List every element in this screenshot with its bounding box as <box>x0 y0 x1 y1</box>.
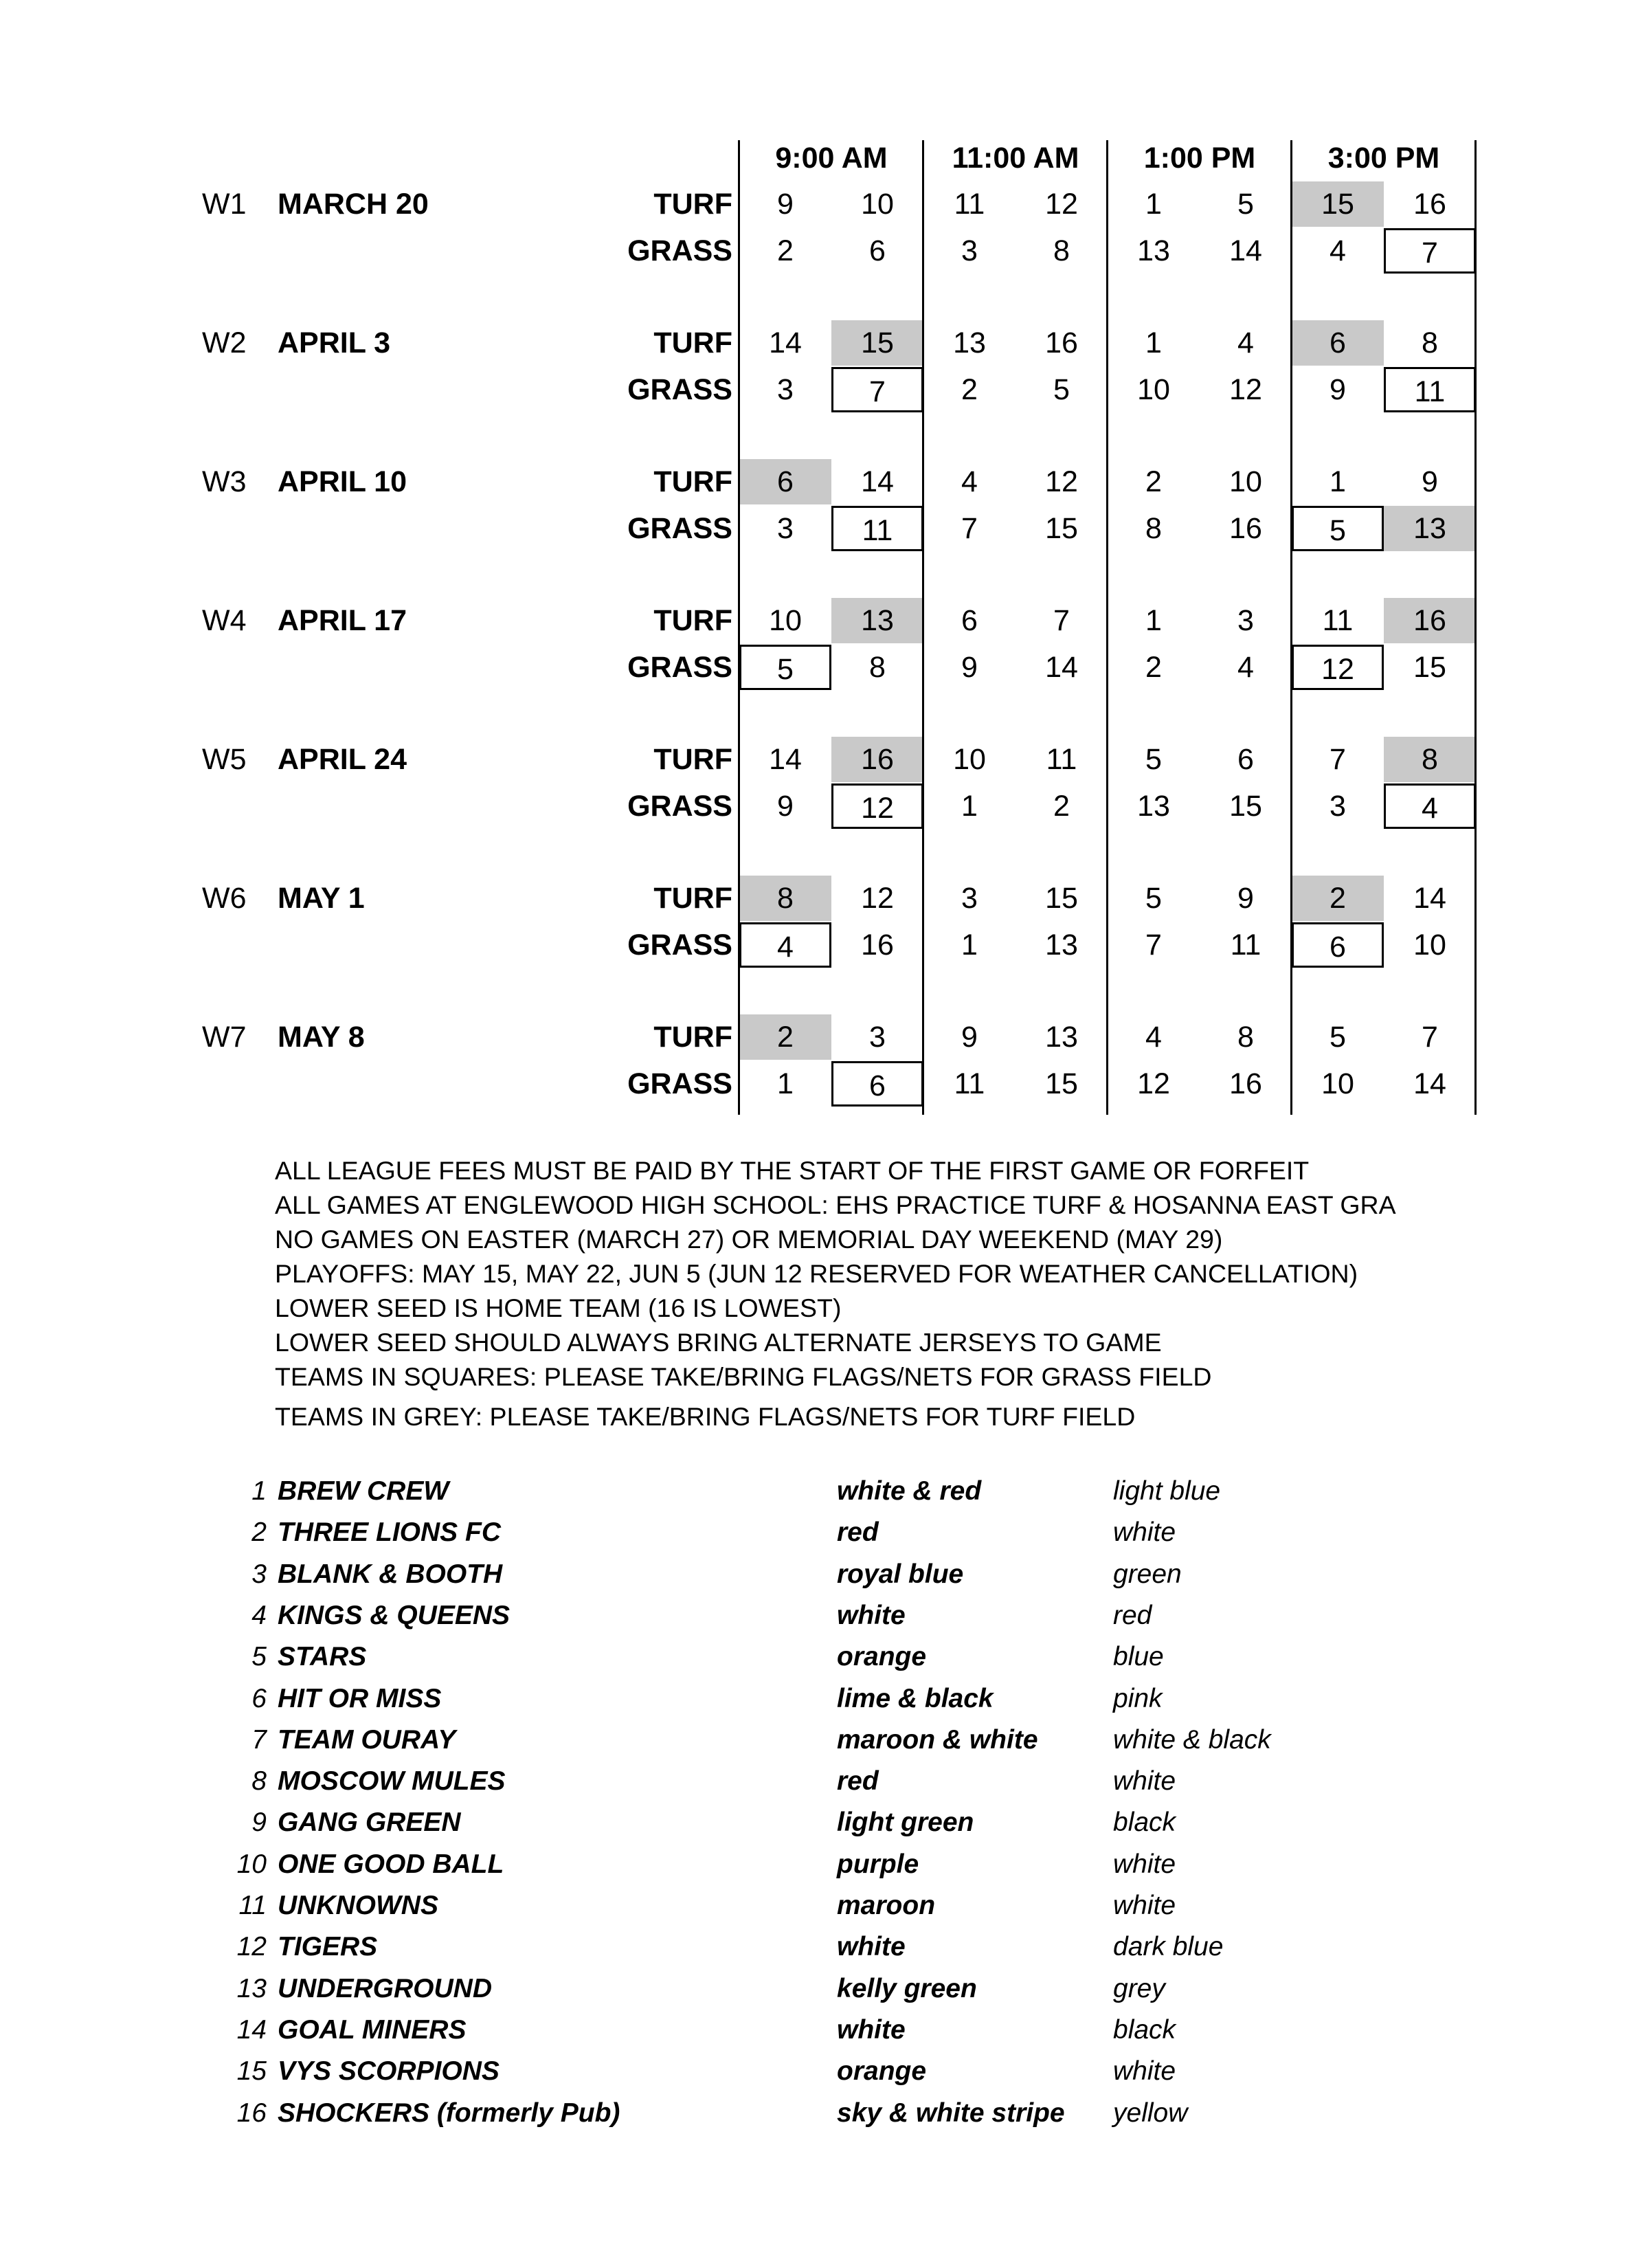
team-number-cell: 14 <box>1413 882 1446 915</box>
team-name: GOAL MINERS <box>278 2014 467 2045</box>
team-number-cell: 4 <box>1237 326 1254 359</box>
team-number-cell: 10 <box>861 188 894 221</box>
week-label: W3 <box>202 465 247 498</box>
team-number-cell: 6 <box>739 459 831 504</box>
home-jersey-color: red <box>837 1766 879 1797</box>
home-jersey-color: white & red <box>837 1476 982 1506</box>
team-number-cell: 2 <box>961 373 978 406</box>
team-number-cell: 1 <box>1145 604 1162 637</box>
team-row <box>0 1471 1649 1512</box>
team-row <box>0 2010 1649 2051</box>
alternate-jersey-color: white <box>1113 1891 1176 1920</box>
team-number-cell: 12 <box>861 882 894 915</box>
field-label: GRASS <box>627 512 732 545</box>
week-date: MARCH 20 <box>278 188 429 221</box>
home-jersey-color: light green <box>837 1808 974 1838</box>
team-number-cell: 2 <box>739 1014 831 1060</box>
team-number-cell: 5 <box>739 645 831 690</box>
team-number-cell: 15 <box>1292 181 1384 227</box>
team-number: 7 <box>251 1724 267 1755</box>
home-jersey-color: purple <box>837 1849 919 1879</box>
team-number-cell: 15 <box>1045 512 1078 545</box>
team-number-cell: 6 <box>1292 320 1384 366</box>
team-number-cell: 4 <box>1384 783 1476 829</box>
team-number-cell: 12 <box>1292 645 1384 690</box>
team-number-cell: 3 <box>1330 790 1346 823</box>
field-label: TURF <box>653 326 732 359</box>
week-label: W6 <box>202 882 247 915</box>
field-label: GRASS <box>627 929 732 961</box>
team-row <box>0 1636 1649 1678</box>
team-row <box>0 1885 1649 1926</box>
team-number: 11 <box>238 1891 267 1920</box>
team-number-cell: 14 <box>861 465 894 498</box>
team-number-cell: 3 <box>1237 604 1254 637</box>
week-label: W5 <box>202 743 247 776</box>
team-name: KINGS & QUEENS <box>278 1600 511 1630</box>
home-jersey-color: red <box>837 1517 879 1548</box>
team-number: 9 <box>251 1808 267 1838</box>
team-number-cell: 16 <box>1413 188 1446 221</box>
team-number-cell: 3 <box>961 234 978 267</box>
note-line: LOWER SEED SHOULD ALWAYS BRING ALTERNATE JERSEYS TO GAME <box>275 1328 1162 1357</box>
home-jersey-color: maroon & white <box>837 1724 1038 1755</box>
field-label: TURF <box>653 604 732 637</box>
team-number-cell: 7 <box>831 367 923 412</box>
team-number-cell: 6 <box>869 234 886 267</box>
team-number-cell: 13 <box>1137 790 1170 823</box>
team-number-cell: 5 <box>1145 743 1162 776</box>
team-name: THREE LIONS FC <box>278 1517 502 1548</box>
team-name: BREW CREW <box>278 1476 449 1506</box>
team-number-cell: 1 <box>961 790 978 823</box>
team-number-cell: 10 <box>1137 373 1170 406</box>
team-number: 10 <box>236 1849 267 1879</box>
team-number-cell: 7 <box>1384 228 1476 274</box>
team-name: VYS SCORPIONS <box>278 2056 500 2087</box>
team-number: 14 <box>236 2014 267 2045</box>
team-row <box>0 1968 1649 2010</box>
home-jersey-color: lime & black <box>837 1683 994 1713</box>
team-number-cell: 14 <box>1045 651 1078 684</box>
team-number-cell: 15 <box>1045 1067 1078 1100</box>
field-label: TURF <box>653 882 732 915</box>
team-number-cell: 16 <box>1045 326 1078 359</box>
team-number-cell: 9 <box>1422 465 1438 498</box>
team-row <box>0 1595 1649 1636</box>
team-number-cell: 4 <box>1330 234 1346 267</box>
week-label: W4 <box>202 604 247 637</box>
team-number-cell: 13 <box>831 598 923 643</box>
team-number-cell: 12 <box>831 783 923 829</box>
team-number: 12 <box>236 1932 267 1962</box>
column-divider <box>1474 140 1477 1115</box>
team-number: 2 <box>251 1517 267 1548</box>
home-jersey-color: orange <box>837 1642 927 1672</box>
team-name: TEAM OURAY <box>278 1724 456 1755</box>
field-label: GRASS <box>627 234 732 267</box>
time-slot-header: 11:00 AM <box>952 142 1079 175</box>
team-number-cell: 4 <box>1237 651 1254 684</box>
team-number-cell: 13 <box>1384 506 1476 551</box>
team-number-cell: 1 <box>1145 188 1162 221</box>
team-number-cell: 13 <box>1137 234 1170 267</box>
alternate-jersey-color: pink <box>1113 1683 1163 1713</box>
team-number: 16 <box>236 2098 267 2128</box>
team-number-cell: 7 <box>1053 604 1070 637</box>
team-number-cell: 15 <box>1413 651 1446 684</box>
team-number: 13 <box>236 1973 267 2003</box>
team-row <box>0 1720 1649 1761</box>
week-date: APRIL 10 <box>278 465 407 498</box>
column-divider <box>738 140 740 1115</box>
field-label: TURF <box>653 188 732 221</box>
team-number-cell: 13 <box>1045 1021 1078 1054</box>
team-number-cell: 2 <box>777 234 794 267</box>
note-line: ALL LEAGUE FEES MUST BE PAID BY THE START OF THE FIRST GAME OR FORFEIT <box>275 1156 1310 1185</box>
schedule-grid <box>0 0 1649 1127</box>
team-number: 3 <box>251 1559 267 1589</box>
team-number: 15 <box>236 2056 267 2087</box>
team-number-cell: 16 <box>1229 1067 1262 1100</box>
team-number-cell: 9 <box>1237 882 1254 915</box>
team-number-cell: 16 <box>1229 512 1262 545</box>
alternate-jersey-color: black <box>1113 2014 1176 2045</box>
note-line: NO GAMES ON EASTER (MARCH 27) OR MEMORIAL DAY WEEKEND (MAY 29) <box>275 1225 1223 1254</box>
notes-list <box>275 1153 1642 1434</box>
team-number: 4 <box>251 1600 267 1630</box>
team-number-cell: 13 <box>1045 929 1078 961</box>
team-number-cell: 2 <box>1292 876 1384 921</box>
alternate-jersey-color: light blue <box>1113 1476 1221 1506</box>
team-number-cell: 5 <box>1330 1021 1346 1054</box>
team-name: STARS <box>278 1642 367 1672</box>
team-number-cell: 7 <box>1422 1021 1438 1054</box>
team-number-cell: 5 <box>1053 373 1070 406</box>
team-number: 5 <box>251 1642 267 1672</box>
team-row <box>0 1761 1649 1802</box>
team-number-cell: 8 <box>1237 1021 1254 1054</box>
home-jersey-color: maroon <box>837 1891 936 1920</box>
time-slot-header: 9:00 AM <box>775 142 888 175</box>
note-line: LOWER SEED IS HOME TEAM (16 IS LOWEST) <box>275 1293 842 1322</box>
team-number-cell: 10 <box>953 743 986 776</box>
alternate-jersey-color: white <box>1113 1517 1176 1548</box>
alternate-jersey-color: white <box>1113 1849 1176 1879</box>
alternate-jersey-color: white <box>1113 2056 1176 2087</box>
team-number-cell: 6 <box>831 1061 923 1107</box>
team-number-cell: 4 <box>1145 1021 1162 1054</box>
field-label: GRASS <box>627 373 732 406</box>
week-date: APRIL 3 <box>278 326 391 359</box>
week-label: W1 <box>202 188 247 221</box>
team-row <box>0 1802 1649 1843</box>
team-row <box>0 1678 1649 1720</box>
alternate-jersey-color: grey <box>1113 1973 1165 2003</box>
team-number-cell: 7 <box>1145 929 1162 961</box>
team-number-cell: 9 <box>777 790 794 823</box>
team-name: SHOCKERS (formerly Pub) <box>278 2098 620 2128</box>
team-number-cell: 3 <box>961 882 978 915</box>
team-name: BLANK & BOOTH <box>278 1559 503 1589</box>
team-number-cell: 6 <box>1292 922 1384 968</box>
team-row <box>0 2051 1649 2092</box>
team-number-cell: 8 <box>1422 326 1438 359</box>
team-number-cell: 16 <box>1384 598 1476 643</box>
home-jersey-color: white <box>837 1932 906 1962</box>
home-jersey-color: white <box>837 1600 906 1630</box>
team-number-cell: 9 <box>1330 373 1346 406</box>
alternate-jersey-color: dark blue <box>1113 1932 1224 1962</box>
team-number-cell: 15 <box>1045 882 1078 915</box>
team-number-cell: 11 <box>1230 929 1261 961</box>
team-row <box>0 2093 1649 2134</box>
team-name: ONE GOOD BALL <box>278 1849 504 1879</box>
team-number-cell: 8 <box>1384 737 1476 782</box>
team-number-cell: 8 <box>869 651 886 684</box>
team-name: GANG GREEN <box>278 1808 461 1838</box>
team-number: 6 <box>251 1683 267 1713</box>
team-number: 1 <box>251 1476 267 1506</box>
team-number-cell: 11 <box>831 506 923 551</box>
team-number-cell: 1 <box>961 929 978 961</box>
field-label: GRASS <box>627 1067 732 1100</box>
team-row <box>0 1844 1649 1885</box>
field-label: GRASS <box>627 790 732 823</box>
team-number-cell: 10 <box>1321 1067 1354 1100</box>
team-number-cell: 1 <box>777 1067 794 1100</box>
team-number-cell: 8 <box>739 876 831 921</box>
field-label: TURF <box>653 465 732 498</box>
team-row <box>0 1926 1649 1968</box>
team-number-cell: 9 <box>777 188 794 221</box>
team-number-cell: 9 <box>961 1021 978 1054</box>
team-number-cell: 14 <box>1229 234 1262 267</box>
team-number-cell: 6 <box>1237 743 1254 776</box>
team-number-cell: 13 <box>953 326 986 359</box>
note-line: PLAYOFFS: MAY 15, MAY 22, JUN 5 (JUN 12 RESERVED FOR WEATHER CANCELLATION) <box>275 1259 1358 1288</box>
team-number-cell: 10 <box>1229 465 1262 498</box>
team-number-cell: 11 <box>954 1067 985 1100</box>
week-date: APRIL 24 <box>278 743 407 776</box>
team-number-cell: 3 <box>869 1021 886 1054</box>
team-number-cell: 11 <box>1046 743 1077 776</box>
alternate-jersey-color: black <box>1113 1808 1176 1838</box>
team-number-cell: 16 <box>831 737 923 782</box>
team-number-cell: 2 <box>1145 651 1162 684</box>
team-number-cell: 1 <box>1330 465 1346 498</box>
team-number-cell: 3 <box>777 373 794 406</box>
home-jersey-color: kelly green <box>837 1973 977 2003</box>
team-number-cell: 14 <box>1413 1067 1446 1100</box>
field-label: TURF <box>653 1021 732 1054</box>
team-number-cell: 9 <box>961 651 978 684</box>
team-number-cell: 14 <box>769 326 802 359</box>
week-label: W7 <box>202 1021 247 1054</box>
alternate-jersey-color: white & black <box>1113 1724 1271 1755</box>
team-number-cell: 12 <box>1137 1067 1170 1100</box>
field-label: GRASS <box>627 651 732 684</box>
week-date: MAY 8 <box>278 1021 365 1054</box>
team-number-cell: 8 <box>1145 512 1162 545</box>
field-label: TURF <box>653 743 732 776</box>
team-number-cell: 3 <box>777 512 794 545</box>
team-number-cell: 2 <box>1145 465 1162 498</box>
time-slot-header: 3:00 PM <box>1327 142 1440 175</box>
team-number-cell: 12 <box>1045 465 1078 498</box>
team-number-cell: 11 <box>1322 604 1354 637</box>
time-slot-header: 1:00 PM <box>1143 142 1256 175</box>
home-jersey-color: white <box>837 2014 906 2045</box>
home-jersey-color: royal blue <box>837 1559 964 1589</box>
team-number-cell: 1 <box>1145 326 1162 359</box>
team-number-cell: 2 <box>1053 790 1070 823</box>
column-divider <box>922 140 924 1115</box>
note-line: ALL GAMES AT ENGLEWOOD HIGH SCHOOL: EHS PRACTICE TURF & HOSANNA EAST GRA <box>275 1190 1396 1219</box>
team-number-cell: 4 <box>961 465 978 498</box>
team-number-cell: 10 <box>1413 929 1446 961</box>
team-number-cell: 15 <box>1229 790 1262 823</box>
team-number-cell: 12 <box>1045 188 1078 221</box>
alternate-jersey-color: red <box>1113 1600 1152 1630</box>
team-number-cell: 7 <box>961 512 978 545</box>
team-number-cell: 5 <box>1292 506 1384 551</box>
team-number-cell: 4 <box>739 922 831 968</box>
alternate-jersey-color: yellow <box>1113 2098 1188 2128</box>
team-number-cell: 5 <box>1237 188 1254 221</box>
note-line: TEAMS IN GREY: PLEASE TAKE/BRING FLAGS/NETS FOR TURF FIELD <box>275 1402 1136 1431</box>
team-number-cell: 11 <box>1384 367 1476 412</box>
team-number: 8 <box>251 1766 267 1797</box>
team-number-cell: 12 <box>1229 373 1262 406</box>
note-line: TEAMS IN SQUARES: PLEASE TAKE/BRING FLAGS/NETS FOR GRASS FIELD <box>275 1362 1212 1391</box>
home-jersey-color: sky & white stripe <box>837 2098 1065 2128</box>
team-number-cell: 5 <box>1145 882 1162 915</box>
week-date: MAY 1 <box>278 882 365 915</box>
team-number-cell: 6 <box>961 604 978 637</box>
team-name: HIT OR MISS <box>278 1683 442 1713</box>
team-name: UNDERGROUND <box>278 1973 492 2003</box>
team-row <box>0 1512 1649 1553</box>
alternate-jersey-color: green <box>1113 1559 1182 1589</box>
team-row <box>0 1554 1649 1595</box>
column-divider <box>1106 140 1108 1115</box>
week-label: W2 <box>202 326 247 359</box>
alternate-jersey-color: blue <box>1113 1642 1164 1672</box>
alternate-jersey-color: white <box>1113 1766 1176 1797</box>
team-number-cell: 15 <box>831 320 923 366</box>
week-date: APRIL 17 <box>278 604 407 637</box>
team-number-cell: 8 <box>1053 234 1070 267</box>
team-number-cell: 11 <box>954 188 985 221</box>
team-number-cell: 10 <box>769 604 802 637</box>
team-name: TIGERS <box>278 1932 378 1962</box>
column-divider <box>1290 140 1292 1115</box>
team-number-cell: 7 <box>1330 743 1346 776</box>
team-name: MOSCOW MULES <box>278 1766 506 1797</box>
home-jersey-color: orange <box>837 2056 927 2087</box>
team-number-cell: 14 <box>769 743 802 776</box>
team-name: UNKNOWNS <box>278 1891 438 1920</box>
team-number-cell: 16 <box>861 929 894 961</box>
